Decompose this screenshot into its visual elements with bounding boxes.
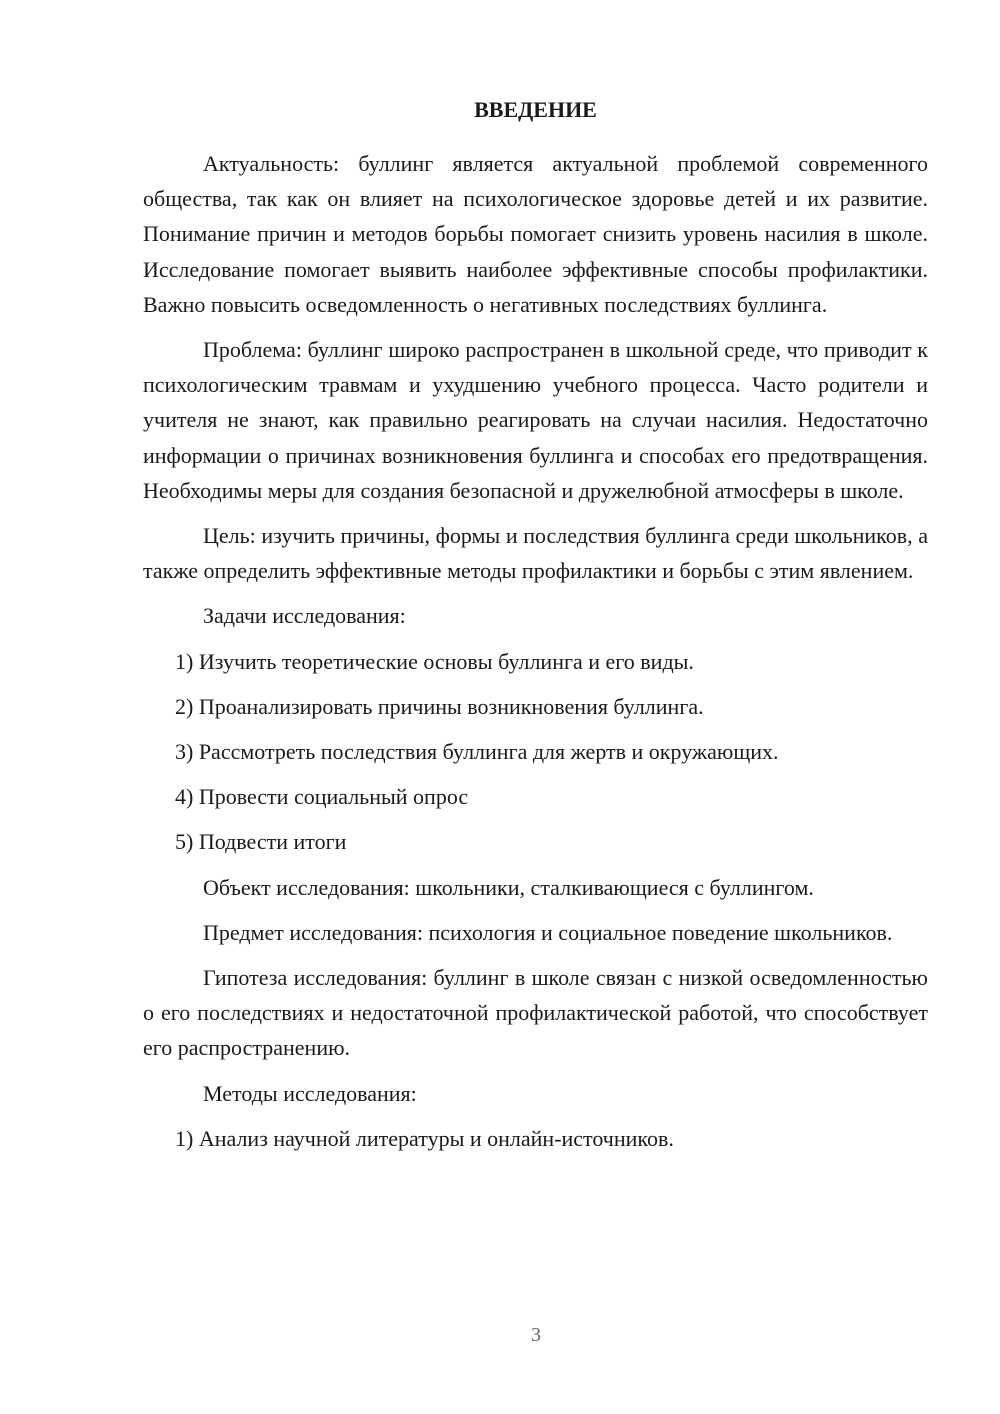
paragraph-relevance: Актуальность: буллинг является актуальной проблемой современного общества, так как он влияет на психологическое здоровье детей и их развитие. Понимание причин и методов борьбы помогает снизить уровень насилия в школе. Исследование помогает выявить наиболее эффективные способы профилактики. Важно повысить осведомленность о негативных последствиях буллинга. (143, 151, 928, 317)
paragraph-subject: Предмет исследования: психология и социальное поведение школьников. (203, 919, 893, 945)
task-item: 5) Подвести итоги (175, 829, 347, 855)
task-item: 3) Рассмотреть последствия буллинга для жертв и окружающих. (175, 739, 779, 765)
section-heading: ВВЕДЕНИЕ (474, 97, 597, 122)
paragraph-problem: Проблема: буллинг широко распространен в школьной среде, что приводит к психологическим травмам и ухудшению учебного процесса. Часто родители и учителя не знают, как правильно реагировать на случаи насилия. Недостаточно информации о причинах возникновения буллинга и способах его предотвращения. Необходимы меры для создания безопасной и дружелюбной атмосферы в школе. (143, 337, 928, 503)
paragraph-object: Объект исследования: школьники, сталкивающиеся с буллингом. (203, 874, 814, 900)
paragraph-hypothesis: Гипотеза исследования: буллинг в школе связан с низкой осведомленностью о его последствиях и недостаточной профилактической работой, что способствует его распространению. (143, 965, 928, 1061)
task-item: 2) Проанализировать причины возникновения буллинга. (175, 693, 704, 719)
task-item: 1) Изучить теоретические основы буллинга и его виды. (175, 648, 694, 674)
page-number: 3 (531, 1324, 541, 1346)
tasks-title: Задачи исследования: (203, 603, 406, 629)
method-item: 1) Анализ научной литературы и онлайн-источников. (175, 1125, 674, 1151)
paragraph-goal: Цель: изучить причины, формы и последствия буллинга среди школьников, а также определить эффективные методы профилактики и борьбы с этим явлением. (143, 523, 928, 584)
methods-title: Методы исследования: (203, 1080, 417, 1106)
task-item: 4) Провести социальный опрос (175, 784, 469, 810)
document-page (143, 92, 928, 1166)
